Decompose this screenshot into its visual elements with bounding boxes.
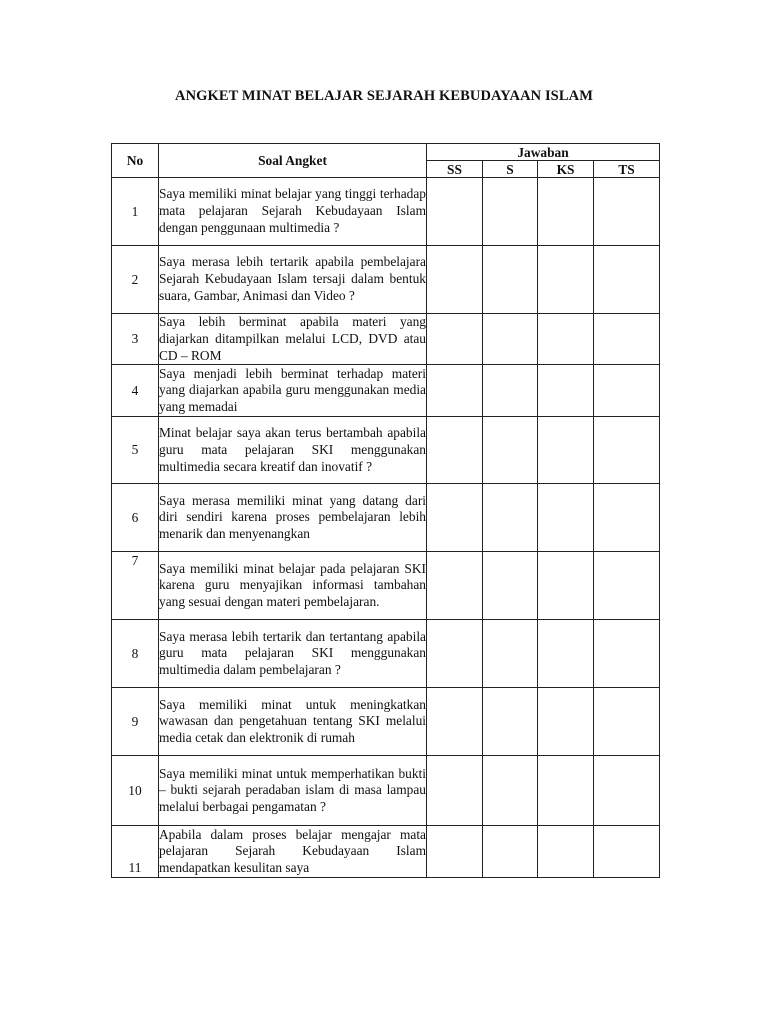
question-text: Apabila dalam proses belajar mengajar mata pelajaran Sejarah Kebudayaan Islam mendapatkan kesulitan saya bbox=[159, 826, 427, 878]
table-row bbox=[112, 756, 660, 826]
answer-cell-ks[interactable] bbox=[538, 417, 594, 484]
answer-cell-ts[interactable] bbox=[594, 826, 660, 878]
answer-cell-ss[interactable] bbox=[427, 246, 483, 314]
question-text: Saya memiliki minat untuk memperhatikan bukti – bukti sejarah peradaban islam di masa lampau melalui berbagai pengamatan ? bbox=[159, 756, 427, 826]
table-row bbox=[112, 688, 660, 756]
question-text: Saya merasa lebih tertarik apabila pembelajara Sejarah Kebudayaan Islam tersaji dalam bentuk suara, Gambar, Animasi dan Video ? bbox=[159, 246, 427, 314]
row-number: 1 bbox=[112, 178, 159, 246]
table-row bbox=[112, 178, 660, 246]
answer-cell-s[interactable] bbox=[483, 246, 538, 314]
row-number: 2 bbox=[112, 246, 159, 314]
answer-cell-ts[interactable] bbox=[594, 314, 660, 365]
row-number: 8 bbox=[112, 620, 159, 688]
row-number: 4 bbox=[112, 365, 159, 417]
row-number: 6 bbox=[112, 484, 159, 552]
row-number: 3 bbox=[112, 314, 159, 365]
answer-cell-ts[interactable] bbox=[594, 246, 660, 314]
table-row bbox=[112, 484, 660, 552]
answer-cell-s[interactable] bbox=[483, 552, 538, 620]
answer-cell-s[interactable] bbox=[483, 756, 538, 826]
answer-cell-ks[interactable] bbox=[538, 826, 594, 878]
table-row bbox=[112, 365, 660, 417]
answer-cell-s[interactable] bbox=[483, 365, 538, 417]
page-title: ANGKET MINAT BELAJAR SEJARAH KEBUDAYAAN ISLAM bbox=[175, 88, 593, 104]
answer-cell-ts[interactable] bbox=[594, 417, 660, 484]
question-text: Saya memiliki minat belajar yang tinggi terhadap mata pelajaran Sejarah Kebudayaan Islam dengan penggunaan multimedia ? bbox=[159, 178, 427, 246]
answer-cell-ks[interactable] bbox=[538, 688, 594, 756]
question-text: Minat belajar saya akan terus bertambah apabila guru mata pelajaran SKI menggunakan multimedia secara kreatif dan inovatif ? bbox=[159, 417, 427, 484]
answer-cell-s[interactable] bbox=[483, 178, 538, 246]
question-text: Saya memiliki minat untuk meningkatkan wawasan dan pengetahuan tentang SKI melalui media cetak dan elektronik di rumah bbox=[159, 688, 427, 756]
table-row bbox=[112, 826, 660, 878]
answer-cell-ts[interactable] bbox=[594, 365, 660, 417]
answer-cell-ss[interactable] bbox=[427, 178, 483, 246]
header-option-s: S bbox=[483, 161, 538, 178]
answer-cell-s[interactable] bbox=[483, 314, 538, 365]
answer-cell-ss[interactable] bbox=[427, 620, 483, 688]
answer-cell-ss[interactable] bbox=[427, 826, 483, 878]
answer-cell-s[interactable] bbox=[483, 417, 538, 484]
header-answer-group: Jawaban bbox=[427, 144, 660, 161]
answer-cell-s[interactable] bbox=[483, 826, 538, 878]
row-number: 10 bbox=[112, 756, 159, 826]
answer-cell-ks[interactable] bbox=[538, 756, 594, 826]
table-row bbox=[112, 620, 660, 688]
answer-cell-ss[interactable] bbox=[427, 417, 483, 484]
header-question: Soal Angket bbox=[159, 144, 427, 178]
answer-cell-ks[interactable] bbox=[538, 620, 594, 688]
table-row bbox=[112, 417, 660, 484]
answer-cell-ts[interactable] bbox=[594, 552, 660, 620]
answer-cell-ss[interactable] bbox=[427, 314, 483, 365]
answer-cell-ss[interactable] bbox=[427, 552, 483, 620]
header-row bbox=[112, 144, 660, 161]
question-text: Saya merasa memiliki minat yang datang dari diri sendiri karena proses pembelajaran lebih menarik dan menyenangkan bbox=[159, 484, 427, 552]
answer-cell-ts[interactable] bbox=[594, 484, 660, 552]
table-row bbox=[112, 246, 660, 314]
answer-cell-ts[interactable] bbox=[594, 756, 660, 826]
answer-cell-s[interactable] bbox=[483, 620, 538, 688]
answer-cell-ks[interactable] bbox=[538, 552, 594, 620]
survey-table bbox=[111, 143, 660, 878]
table-row bbox=[112, 314, 660, 365]
answer-cell-ts[interactable] bbox=[594, 688, 660, 756]
question-text: Saya merasa lebih tertarik dan tertantang apabila guru mata pelajaran SKI menggunakan multimedia dalam pembelajaran ? bbox=[159, 620, 427, 688]
row-number: 5 bbox=[112, 417, 159, 484]
row-number: 9 bbox=[112, 688, 159, 756]
answer-cell-ts[interactable] bbox=[594, 178, 660, 246]
answer-cell-ks[interactable] bbox=[538, 178, 594, 246]
header-no: No bbox=[112, 144, 159, 178]
question-text: Saya lebih berminat apabila materi yang diajarkan ditampilkan melalui LCD, DVD atau CD – ROM bbox=[159, 314, 427, 365]
row-number: 11 bbox=[112, 826, 159, 878]
row-number: 7 bbox=[112, 552, 159, 620]
answer-cell-s[interactable] bbox=[483, 688, 538, 756]
answer-cell-ks[interactable] bbox=[538, 484, 594, 552]
question-text: Saya memiliki minat belajar pada pelajaran SKI karena guru menyajikan informasi tambahan yang sesuai dengan materi pembelajaran. bbox=[159, 552, 427, 620]
answer-cell-ts[interactable] bbox=[594, 620, 660, 688]
answer-cell-ss[interactable] bbox=[427, 365, 483, 417]
question-text: Saya menjadi lebih berminat terhadap materi yang diajarkan apabila guru menggunakan media yang memadai bbox=[159, 365, 427, 417]
header-option-ks: KS bbox=[538, 161, 594, 178]
answer-cell-ss[interactable] bbox=[427, 484, 483, 552]
answer-cell-ks[interactable] bbox=[538, 246, 594, 314]
header-option-ts: TS bbox=[594, 161, 660, 178]
answer-cell-ss[interactable] bbox=[427, 688, 483, 756]
answer-cell-ss[interactable] bbox=[427, 756, 483, 826]
table-row bbox=[112, 552, 660, 620]
answer-cell-ks[interactable] bbox=[538, 314, 594, 365]
answer-cell-s[interactable] bbox=[483, 484, 538, 552]
answer-cell-ks[interactable] bbox=[538, 365, 594, 417]
header-option-ss: SS bbox=[427, 161, 483, 178]
